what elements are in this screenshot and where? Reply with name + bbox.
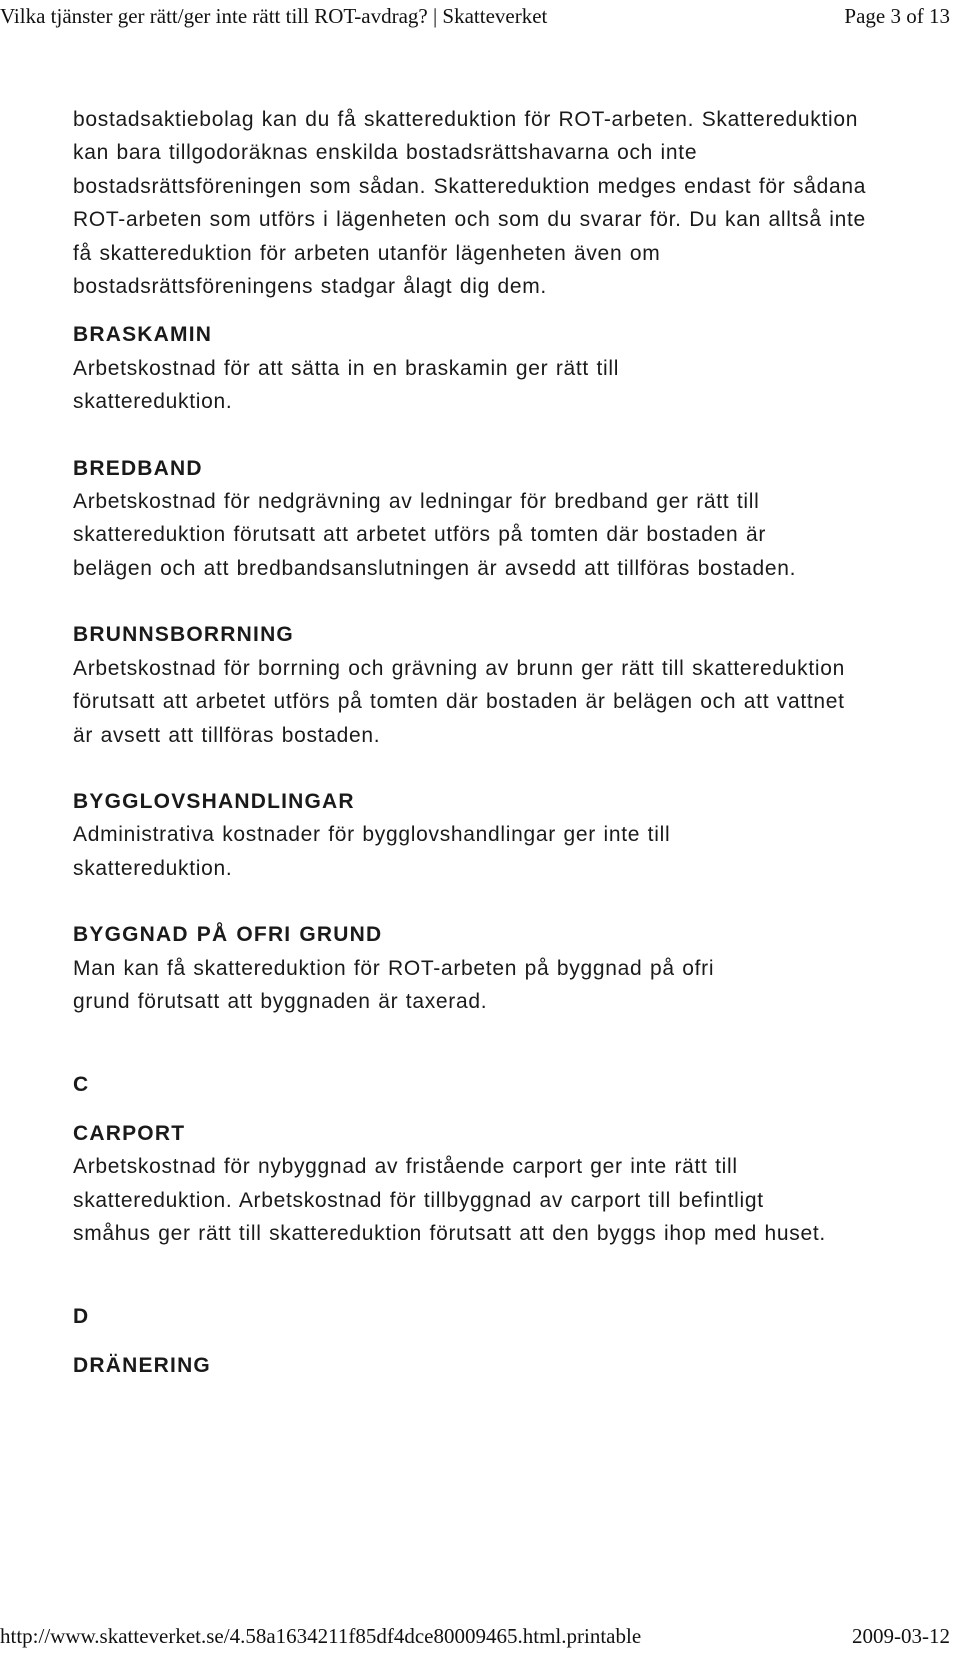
section-text: Arbetskostnad för att sätta in en braskamin ger rätt till skattereduktion. <box>73 356 620 414</box>
section-carport <box>73 1117 933 1251</box>
section-brunnsborrning <box>73 618 933 752</box>
section-braskamin <box>73 318 933 418</box>
section-text: Administrativa kostnader för bygglovshandlingar ger inte till skattereduktion. <box>73 823 671 880</box>
section-text: Arbetskostnad för borrning och grävning av brunn ger rätt till skattereduktion förutsatt att arbetet utförs på tomten där bostaden är belägen och att vattnet är avsett att tillföras bostaden. <box>73 656 845 747</box>
section-heading: BYGGLOVSHANDLINGAR <box>73 789 355 813</box>
section-text: Arbetskostnad för nedgrävning av ledningar för bredband ger rätt till skattereduktion förutsatt att arbetet utförs på tomten där bostaden är belägen och att bredbandsanslutningen är avsedd att tillföras bostaden. <box>73 490 797 580</box>
section-bredband <box>73 452 933 586</box>
page-number: Page 3 of 13 <box>844 4 950 28</box>
section-text: Arbetskostnad för nybyggnad av fristående carport ger inte rätt till skattereduktion. Arbetskostnad för tillbyggnad av carport till befintligt småhus ger rätt till skattereduktion förutsatt att den byggs ihop med huset. <box>73 1155 826 1245</box>
section-heading: DRÄNERING <box>73 1353 211 1377</box>
section-dranering <box>73 1349 933 1382</box>
section-bygglovshandlingar <box>73 785 933 885</box>
section-heading: BYGGNAD PÅ OFRI GRUND <box>73 923 383 947</box>
section-heading: BRUNNSBORRNING <box>73 623 294 647</box>
footer-url: http://www.skatteverket.se/4.58a1634211f85df4dce80009465.html.printable <box>0 1624 642 1648</box>
letter-index-d: D <box>73 1305 90 1329</box>
section-text: Man kan få skattereduktion för ROT-arbeten på byggnad på ofri grund förutsatt att byggnaden är taxerad. <box>73 956 715 1013</box>
page-header <box>0 4 960 29</box>
document-body <box>73 103 933 1382</box>
intro-paragraph: bostadsaktiebolag kan du få skattereduktion för ROT-arbeten. Skattereduktion kan bara tillgodoräknas enskilda bostadsrättshavarna och inte bostadsrättsföreningen som sådan. Skattereduktion medges endast för sådana ROT-arbeten som utförs i lägenheten och som du svarar för. Du kan alltså inte få skattereduktion för arbeten utanför lägenheten även om bostadsrättsföreningens stadgar ålagt dig dem. <box>73 108 867 299</box>
letter-index-c: C <box>73 1073 90 1097</box>
section-heading: BRASKAMIN <box>73 323 213 347</box>
section-heading: CARPORT <box>73 1121 186 1145</box>
section-heading: BREDBAND <box>73 456 203 480</box>
document-title: Vilka tjänster ger rätt/ger inte rätt till ROT-avdrag? | Skatteverket <box>0 4 548 28</box>
footer-date: 2009-03-12 <box>852 1624 950 1648</box>
page-footer <box>0 1624 960 1649</box>
section-byggnad-pa-ofri-grund <box>73 918 933 1018</box>
